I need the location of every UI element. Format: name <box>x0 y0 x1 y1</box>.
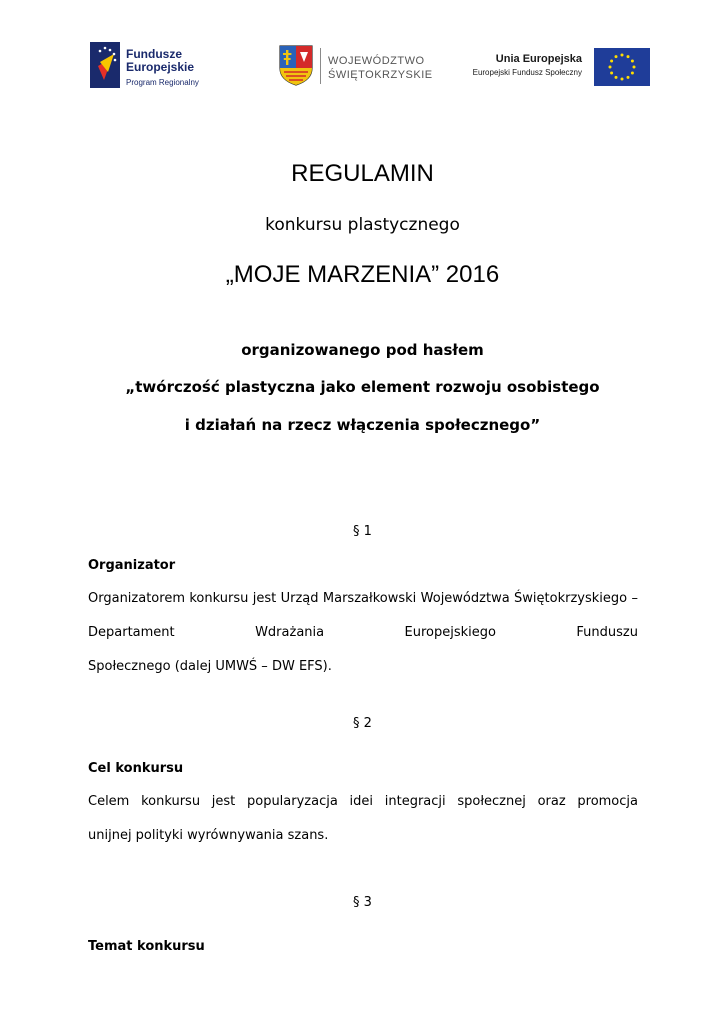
section-2-text-1: Celem konkursu jest popularyzacja idei integracji społecznej oraz promocja <box>88 794 638 809</box>
section-3-heading: Temat konkursu <box>88 939 205 954</box>
wojewodztwo-line2: ŚWIĘTOKRZYSKIE <box>328 69 433 81</box>
fe-logo-line2: Europejskie <box>126 60 195 74</box>
wojewodztwo-swietokrzyskie-logo <box>278 44 438 90</box>
fe-logo-line1: Fundusze <box>126 47 182 61</box>
section-2-mark: § 2 <box>353 716 372 731</box>
wojewodztwo-line1: WOJEWÓDZTWO <box>328 55 425 67</box>
slogan-line-2: i działań na rzecz włączenia społecznego” <box>184 416 541 434</box>
section-3-mark: § 3 <box>353 895 372 910</box>
eu-flag-icon <box>594 48 650 86</box>
section-1-heading: Organizator <box>88 558 176 573</box>
contest-name: „MOJE MARZENIA” 2016 <box>225 261 500 288</box>
section-2-text-2: unijnej polityki wyrównywania szans. <box>88 828 329 843</box>
fundusze-europejskie-logo <box>90 42 220 90</box>
section-1-mark: § 1 <box>353 524 372 539</box>
document-subtitle: konkursu plastycznego <box>265 215 460 235</box>
ue-line2: Europejski Fundusz Społeczny <box>472 68 582 77</box>
fundusze-europejskie-icon <box>90 42 120 88</box>
slogan-line-1: „twórczość plastyczna jako element rozwoju osobistego <box>125 378 600 396</box>
ue-line1: Unia Europejska <box>495 53 582 65</box>
unia-europejska-logo <box>464 46 654 86</box>
section-1-body <box>88 582 638 684</box>
logo-divider <box>320 48 321 84</box>
document-title: REGULAMIN <box>291 160 434 187</box>
slogan-intro: organizowanego pod hasłem <box>241 341 484 359</box>
fe-logo-line3: Program Regionalny <box>126 78 199 87</box>
section-2-body <box>88 785 638 853</box>
coat-of-arms-icon <box>278 44 314 86</box>
logo-bar <box>0 40 725 92</box>
section-1-text-2: Społecznego (dalej UMWŚ – DW EFS). <box>88 659 332 674</box>
section-1-text-1: Organizatorem konkursu jest Urząd Marszałkowski Województwa Świętokrzyskiego – Departament Wdrażania Europejskiego Funduszu <box>88 591 638 640</box>
section-2-heading: Cel konkursu <box>88 761 184 776</box>
